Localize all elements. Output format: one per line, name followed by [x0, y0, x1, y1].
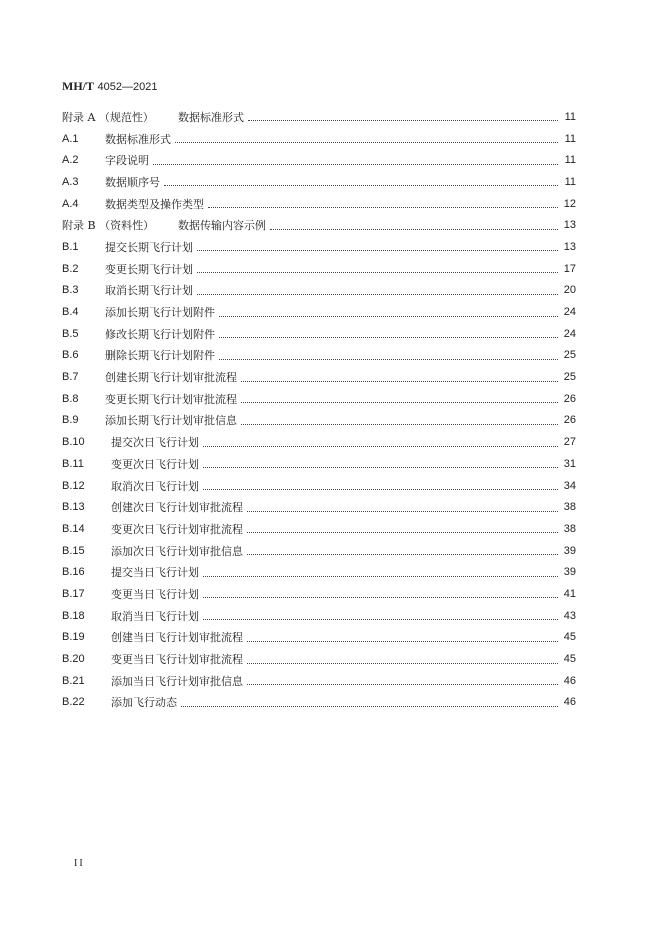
toc-entry-page: 25 — [563, 371, 576, 384]
dot-leader — [203, 607, 558, 620]
toc-entry-page: 45 — [563, 631, 576, 644]
toc-entry[interactable] — [62, 561, 576, 583]
toc-entry-label: B.21 — [62, 674, 85, 687]
toc-entry-page: 27 — [563, 436, 576, 449]
toc-entry[interactable] — [62, 518, 576, 540]
dot-leader — [203, 455, 558, 468]
dot-leader — [197, 282, 558, 295]
toc-entry-label: B.11 — [62, 457, 84, 470]
toc-entry-title: 数据类型及操作类型 — [105, 197, 204, 211]
toc-entry[interactable] — [62, 193, 576, 215]
toc-entry-title: 数据顺序号 — [105, 175, 160, 189]
toc-entry-label: A.2 — [62, 154, 79, 167]
toc-entry-page: 39 — [563, 544, 576, 557]
dot-leader — [208, 195, 558, 208]
toc-entry-page: 11 — [564, 132, 576, 145]
toc-entry[interactable] — [62, 128, 576, 150]
dot-leader — [219, 304, 558, 317]
toc-entry-label: B.18 — [62, 609, 85, 622]
toc-entry-title: 创建长期飞行计划审批流程 — [105, 371, 237, 385]
dot-leader — [247, 499, 558, 512]
toc-entry-label: B.12 — [62, 479, 85, 492]
toc-entry-page: 31 — [563, 457, 576, 470]
toc-entry[interactable] — [62, 323, 576, 345]
toc-entry[interactable] — [62, 583, 576, 605]
toc-entry-title: 变更次日飞行计划审批流程 — [111, 522, 243, 536]
dot-leader — [219, 347, 558, 360]
toc-entry[interactable] — [62, 106, 576, 128]
toc-entry-title: 字段说明 — [105, 154, 149, 168]
toc-entry[interactable] — [62, 345, 576, 367]
toc-entry-label: B.6 — [62, 349, 79, 362]
toc-entry-label: B.20 — [62, 653, 85, 666]
toc-entry[interactable] — [62, 605, 576, 627]
dot-leader — [197, 238, 558, 251]
dot-leader — [247, 672, 558, 685]
toc-entry-title: 修改长期飞行计划附件 — [105, 327, 215, 341]
dot-leader — [247, 520, 558, 533]
toc-entry-title: 添加次日飞行计划审批信息 — [111, 544, 243, 558]
toc-entry[interactable] — [62, 453, 576, 475]
toc-entry[interactable] — [62, 648, 576, 670]
toc-entry-title: 添加当日飞行计划审批信息 — [111, 674, 243, 688]
toc-entry[interactable] — [62, 258, 576, 280]
toc-entry-title: 创建当日飞行计划审批流程 — [111, 631, 243, 645]
toc-entry-page: 24 — [563, 306, 576, 319]
dot-leader — [203, 564, 558, 577]
dot-leader — [247, 629, 558, 642]
toc-entry[interactable] — [62, 301, 576, 323]
dot-leader — [181, 694, 558, 707]
standard-number: 4052—2021 — [97, 81, 158, 93]
toc-entry-title: 创建次日飞行计划审批流程 — [111, 501, 243, 515]
dot-leader — [175, 130, 558, 143]
dot-leader — [203, 585, 558, 598]
page-number: II — [74, 858, 85, 869]
toc-entry-page: 11 — [564, 110, 576, 123]
toc-entry[interactable] — [62, 475, 576, 497]
toc-entry[interactable] — [62, 149, 576, 171]
toc-entry-title: 取消长期飞行计划 — [105, 284, 193, 298]
toc-entry[interactable] — [62, 496, 576, 518]
toc-entry[interactable] — [62, 540, 576, 562]
toc-entry-label: B.9 — [62, 414, 79, 427]
toc-entry-page: 11 — [564, 154, 576, 167]
toc-entry[interactable] — [62, 366, 576, 388]
dot-leader — [241, 390, 558, 403]
toc-entry-page: 13 — [563, 219, 576, 232]
toc-entry[interactable] — [62, 692, 576, 714]
dot-leader — [153, 152, 558, 165]
toc-entry-label: A.3 — [62, 175, 79, 188]
dot-leader — [241, 369, 558, 382]
toc-entry-label: B.4 — [62, 306, 79, 319]
toc-entry-title: 取消当日飞行计划 — [111, 609, 199, 623]
dot-leader — [248, 108, 558, 121]
toc-entry-page: 25 — [563, 349, 576, 362]
toc-entry-label: B.22 — [62, 696, 85, 709]
dot-leader — [270, 217, 558, 230]
toc-entry-page: 26 — [563, 414, 576, 427]
dot-leader — [247, 542, 558, 555]
toc-entry-label: B.17 — [62, 587, 85, 600]
toc-entry-page: 24 — [563, 327, 576, 340]
toc-entry-title: 变更次日飞行计划 — [111, 457, 199, 471]
toc-entry-title: 提交长期飞行计划 — [105, 240, 193, 254]
toc-entry-title: 添加飞行动态 — [111, 696, 177, 710]
toc-entry-label: B.5 — [62, 327, 79, 340]
toc-entry-title: 提交当日飞行计划 — [111, 566, 199, 580]
toc-entry-page: 20 — [563, 284, 576, 297]
toc-entry-label: B.1 — [62, 240, 79, 253]
toc-entry[interactable] — [62, 171, 576, 193]
toc-entry-page: 45 — [563, 653, 576, 666]
toc-entry-page: 12 — [563, 197, 576, 210]
toc-entry-page: 26 — [563, 392, 576, 405]
toc-entry[interactable] — [62, 388, 576, 410]
dot-leader — [203, 477, 558, 490]
toc-entry[interactable] — [62, 670, 576, 692]
toc-entry[interactable] — [62, 410, 576, 432]
toc-entry-label: B.15 — [62, 544, 85, 557]
toc-entry-title: 提交次日飞行计划 — [111, 436, 199, 450]
toc-entry[interactable] — [62, 236, 576, 258]
toc-entry-title: 变更长期飞行计划审批流程 — [105, 392, 237, 406]
dot-leader — [219, 325, 558, 338]
toc-entry-label: 附录 A （规范性） — [62, 110, 154, 124]
toc-entry[interactable] — [62, 280, 576, 302]
document-header — [62, 79, 157, 94]
toc-entry-title: 添加长期飞行计划附件 — [105, 306, 215, 320]
toc-entry-page: 39 — [563, 566, 576, 579]
toc-entry-title: 变更当日飞行计划审批流程 — [111, 653, 243, 667]
dot-leader — [203, 434, 558, 447]
toc-entry-label: B.2 — [62, 262, 79, 275]
toc-entry-page: 17 — [563, 262, 576, 275]
toc-entry-title: 添加长期飞行计划审批信息 — [105, 414, 237, 428]
toc-entry-page: 13 — [563, 240, 576, 253]
toc-entry[interactable] — [62, 214, 576, 236]
dot-leader — [164, 173, 558, 186]
toc-entry-title: 数据标准形式 — [178, 110, 244, 124]
toc-entry-title: 数据传输内容示例 — [178, 219, 266, 233]
dot-leader — [197, 260, 558, 273]
toc-entry-label: B.16 — [62, 566, 85, 579]
toc-entry-page: 38 — [563, 522, 576, 535]
toc-entry-title: 删除长期飞行计划附件 — [105, 349, 215, 363]
toc-entry-title: 取消次日飞行计划 — [111, 479, 199, 493]
toc-entry-title: 变更长期飞行计划 — [105, 262, 193, 276]
toc-entry[interactable] — [62, 431, 576, 453]
toc-entry[interactable] — [62, 627, 576, 649]
dot-leader — [241, 412, 558, 425]
toc-entry-label: A.4 — [62, 197, 79, 210]
toc-entry-page: 46 — [563, 674, 576, 687]
toc-entry-page: 46 — [563, 696, 576, 709]
toc-entry-page: 34 — [563, 479, 576, 492]
toc-entry-label: 附录 B （资料性） — [62, 219, 155, 233]
toc-entry-label: B.8 — [62, 392, 79, 405]
toc-entry-label: B.14 — [62, 522, 85, 535]
toc-entry-label: B.13 — [62, 501, 85, 514]
toc-entry-label: B.19 — [62, 631, 85, 644]
toc-entry-page: 38 — [563, 501, 576, 514]
toc-entry-page: 41 — [563, 587, 576, 600]
toc-entry-label: B.3 — [62, 284, 79, 297]
toc-entry-page: 11 — [564, 175, 576, 188]
table-of-contents — [62, 106, 576, 713]
toc-entry-label: B.7 — [62, 371, 79, 384]
standard-code: MH/T — [62, 79, 94, 93]
toc-entry-title: 数据标准形式 — [105, 132, 171, 146]
dot-leader — [247, 651, 558, 664]
toc-entry-page: 43 — [563, 609, 576, 622]
toc-entry-label: A.1 — [62, 132, 79, 145]
toc-entry-title: 变更当日飞行计划 — [111, 587, 199, 601]
toc-entry-label: B.10 — [62, 436, 85, 449]
